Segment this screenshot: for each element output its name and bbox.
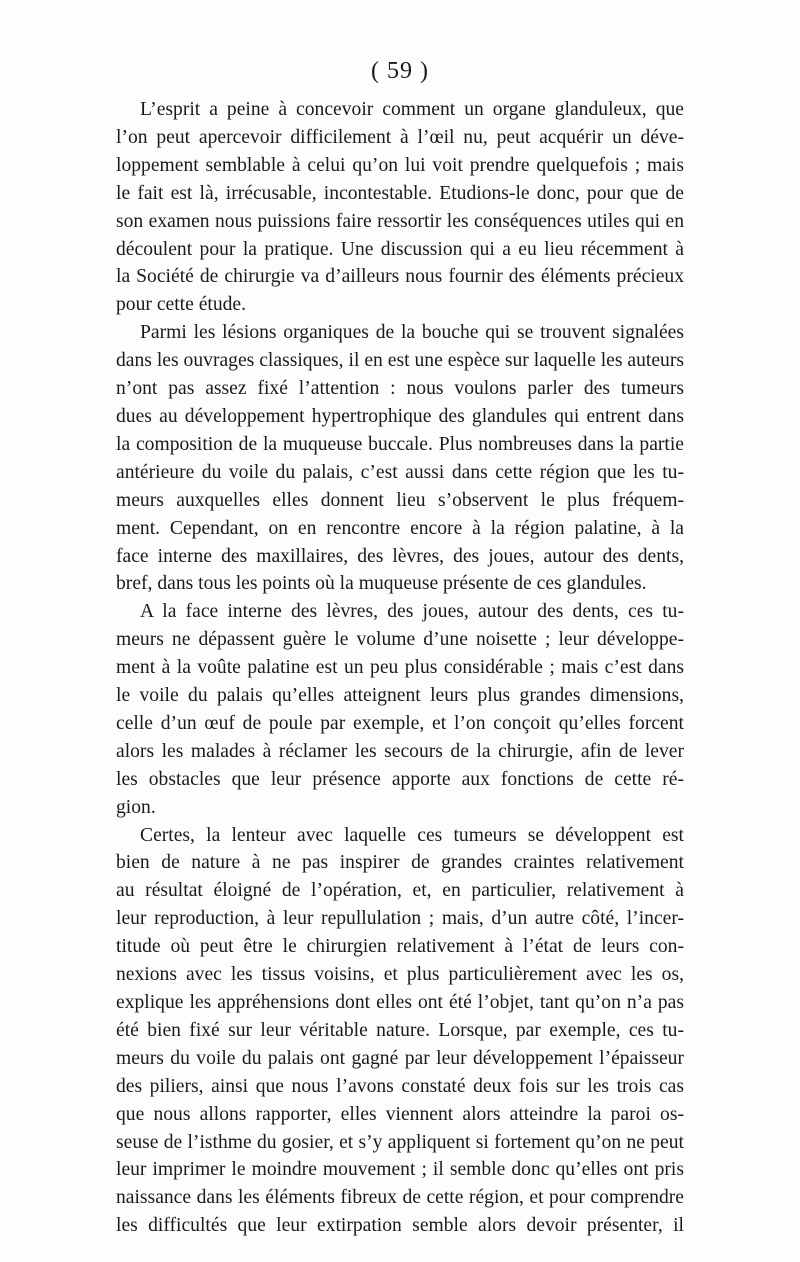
text-line: leur reproduction, à leur repullulation ; mais, d’un autre côté, l’incer-	[116, 908, 684, 930]
text-line: ment. Cependant, on en rencontre encore à la région palatine, à la	[116, 517, 684, 539]
body-text	[116, 96, 684, 1240]
text-line: ment à la voûte palatine est un peu plus considérable ; mais c’est dans	[116, 657, 684, 679]
text-line: le fait est là, irrécusable, incontestable. Etudions-le donc, pour que de	[116, 182, 684, 204]
text-line: seuse de l’isthme du gosier, et s’y appliquent si fortement qu’on ne peut	[116, 1131, 684, 1153]
text-line: naissance dans les éléments fibreux de cette région, et pour comprendre	[116, 1187, 684, 1209]
text-line: titude où peut être le chirurgien relativement à l’état de leurs con-	[116, 936, 684, 958]
text-line: la Société de chirurgie va d’ailleurs nous fournir des éléments précieux	[116, 266, 684, 288]
text-line: pour cette étude.	[116, 294, 247, 316]
text-line: que nous allons rapporter, elles viennent alors atteindre la paroi os-	[116, 1103, 684, 1125]
paragraph-2	[116, 319, 684, 598]
text-line: L’esprit a peine à concevoir comment un organe glanduleux, que	[140, 99, 684, 120]
paragraph-4	[116, 822, 684, 1241]
text-line: au résultat éloigné de l’opération, et, en particulier, relativement à	[116, 880, 684, 902]
paragraph-3	[116, 598, 684, 821]
text-line: n’ont pas assez fixé l’attention : nous voulons parler des tumeurs	[116, 378, 684, 400]
text-line: meurs du voile du palais ont gagné par leur développement l’épaisseur	[116, 1047, 684, 1069]
text-line: alors les malades à réclamer les secours de la chirurgie, afin de lever	[116, 740, 684, 762]
text-line: les obstacles que leur présence apporte aux fonctions de cette ré-	[116, 768, 684, 790]
text-line: explique les appréhensions dont elles ont été l’objet, tant qu’on n’a pas	[116, 992, 684, 1013]
text-line: nexions avec les tissus voisins, et plus particulièrement avec les os,	[116, 964, 684, 986]
text-line: celle d’un œuf de poule par exemple, et l’on conçoit qu’elles forcent	[116, 712, 684, 734]
text-line: été bien fixé sur leur véritable nature. Lorsque, par exemple, ces tu-	[116, 1019, 684, 1041]
text-line: loppement semblable à celui qu’on lui voit prendre quelquefois ; mais	[116, 154, 684, 176]
text-line: Parmi les lésions organiques de la bouche qui se trouvent signalées	[140, 322, 684, 344]
text-line: gion.	[116, 796, 156, 818]
text-line: découlent pour la pratique. Une discussion qui a eu lieu récemment à	[116, 238, 684, 260]
text-line: meurs auxquelles elles donnent lieu s’observent le plus fréquem-	[116, 489, 684, 511]
text-line: l’on peut apercevoir difficilement à l’œil nu, peut acquérir un déve-	[116, 126, 684, 148]
text-line: antérieure du voile du palais, c’est aussi dans cette région que les tu-	[116, 461, 684, 483]
text-line: leur imprimer le moindre mouvement ; il semble donc qu’elles ont pris	[116, 1159, 684, 1181]
text-line: A la face interne des lèvres, des joues, autour des dents, ces tu-	[140, 601, 684, 623]
text-line: bref, dans tous les points où la muqueuse présente de ces glandules.	[116, 573, 647, 595]
text-line: Certes, la lenteur avec laquelle ces tumeurs se développent est	[140, 824, 684, 846]
text-line: face interne des maxillaires, des lèvres, des joues, autour des dents,	[116, 545, 684, 567]
text-line: meurs ne dépassent guère le volume d’une noisette ; leur développe-	[116, 629, 684, 651]
text-line: son examen nous puissions faire ressortir les conséquences utiles qui en	[116, 210, 684, 232]
text-line: la composition de la muqueuse buccale. Plus nombreuses dans la partie	[116, 433, 684, 455]
page-number: ( 59 )	[371, 58, 429, 84]
text-line: les difficultés que leur extirpation semble alors devoir présenter, il	[116, 1215, 684, 1237]
paragraph-1	[116, 96, 684, 319]
text-line: le voile du palais qu’elles atteignent leurs plus grandes dimensions,	[116, 685, 684, 707]
text-line: dans les ouvrages classiques, il en est une espèce sur laquelle les auteurs	[116, 350, 684, 372]
text-line: bien de nature à ne pas inspirer de grandes craintes relativement	[116, 852, 684, 874]
text-line: des piliers, ainsi que nous l’avons constaté deux fois sur les trois cas	[116, 1075, 684, 1097]
text-line: dues au développement hypertrophique des glandules qui entrent dans	[116, 405, 684, 427]
